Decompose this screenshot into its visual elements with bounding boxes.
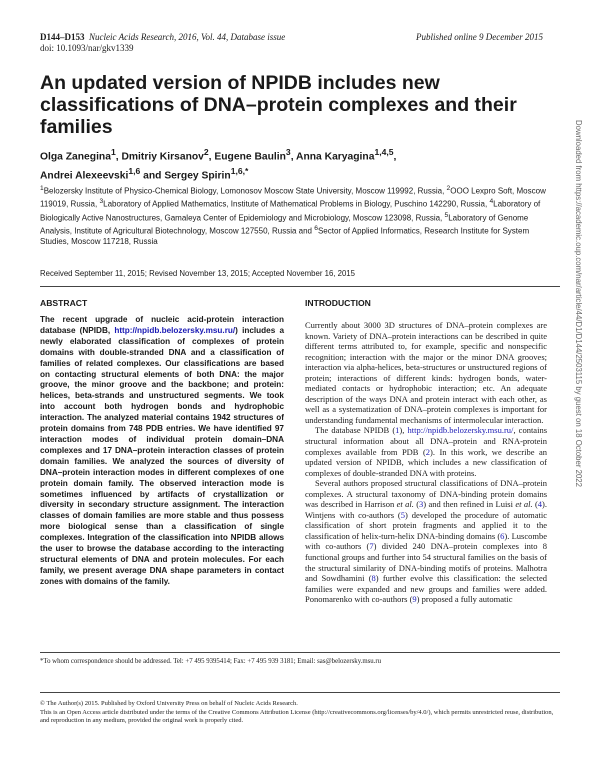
intro-text: ) further evolve this classification: the selected families were expanded and new groups and families were added. Ponomarenko with co-authors (: [305, 573, 547, 605]
intro-text: ) developed the procedure of automatic classification of short protein fragments and applied it to the classification of helix-turn-helix DNA-binding domains (: [305, 509, 548, 541]
page-range: D144–D153: [40, 32, 85, 42]
download-notice: Downloaded from https://academic.oup.com/nar/article/44/D1/D144/2503115 by guest on 18 October 2022: [574, 120, 583, 487]
affil-sup: 3: [99, 198, 104, 206]
intro-text: Several authors proposed structural classifications of DNA–protein complexes. A structural taxonomy of DNA-binding protein domains was described in Harrison: [305, 478, 547, 510]
author-name: Dmitriy Kirsanov: [121, 151, 204, 163]
et-al: et al.: [396, 499, 414, 510]
correspondence-footnote: *To whom correspondence should be addressed. Tel: +7 495 9395414; Fax: +7 495 939 3181; Email: sas@belozersky.msu.ru: [40, 658, 382, 665]
affiliations: [40, 184, 560, 248]
affil-sup: 5: [444, 211, 449, 219]
intro-text: ). Luscombe with co-authors (: [305, 530, 547, 552]
author-affil-sup: 1,4,5: [374, 147, 394, 157]
affil-text: Belozersky Institute of Physico-Chemical Biology, Lomonosov Moscow State University, Moscow 119992, Russia,: [43, 186, 447, 196]
abstract-text: ) includes a newly elaborated classification of complexes of protein domains with double-stranded DNA and a classification of families of related complexes. Our classifications are based on contacting structural elements of both DNA: the major groove, the minor groove and the backbone; and protein: helices, beta-strands and unstructured segments. We took into account both hydrogen bonds and hydrophobic interaction. The analyzed material contains 1942 structures of protein domains from 748 PDB entries. We have identified 97 interaction modes of individual protein domain–DNA complexes and 17 DNA–protein interaction classes of protein domain families. We analyzed the sources of diversity of DNA–protein interaction modes in different complexes of one protein domain family. The observed interaction mode is sometimes influenced by artifacts of crystallization or diversity in secondary structure assignment. The interaction classes of domain families are more stable and thus possess more biological sense than a classification of single complexes. Integration of the classification into NPIDB allows the user to browse the database according to the interacting structural elements of DNA and protein molecules. For each family, we present average DNA shape parameters in contact zones with domains of the family.: [40, 325, 284, 586]
journal-name: Nucleic Acids Research, 2016, Vol. 44, Database issue: [89, 32, 286, 42]
author-name: Anna Karyagina: [296, 151, 375, 163]
received-dates: Received September 11, 2015; Revised November 13, 2015; Accepted November 16, 2015: [40, 269, 355, 278]
divider: [40, 286, 560, 287]
author-name: Sergey Spirin: [164, 170, 231, 182]
author-name: Olga Zanegina: [40, 151, 111, 163]
citation-link[interactable]: 6: [500, 530, 505, 541]
npidb-link[interactable]: http://npidb.belozersky.msu.ru/: [407, 425, 514, 436]
author-affil-sup: 3: [285, 147, 291, 157]
affil-text: OOO Lexpro Soft, Moscow 119019, Russia,: [40, 186, 546, 209]
intro-text: ) proposed a fully automatic: [416, 594, 513, 605]
affil-sup: 6: [314, 224, 318, 232]
intro-text: (: [413, 499, 420, 510]
intro-text: The database NPIDB (: [315, 425, 396, 436]
paragraph: Currently about 3000 3D structures of DNA–protein complexes are known. Variety of DNA–protein interactions can be described in quite different terms attributed to, for example, specific and nonspecific recognition; interaction with the major or the minor DNA grooves; interaction via alpha-helices, beta-structures or unstructured regions of protein; interactions of different kinds: hydrogen bonds, water-mediated contacts or hydrophobic interaction; etc. An adequate description of the ways DNA and protein interact with each other, as well as a systematization of DNA–protein complexes is important for understanding fundamental mechanisms of intermolecular interaction.: [305, 320, 547, 425]
paragraph: [305, 425, 547, 478]
citation-link[interactable]: 9: [412, 594, 417, 605]
affil-sup: 4: [489, 198, 494, 206]
affil-text: Laboratory of Biologically Active Nanostructures, Gamaleya Center of Epidemiology and Microbiology, Moscow 123098, Russia,: [40, 199, 541, 223]
citation-link[interactable]: 7: [369, 541, 374, 552]
intro-text: , contains structural information about all DNA–protein and RNA-protein complexes available from PDB (: [305, 425, 548, 457]
introduction-heading: INTRODUCTION: [305, 298, 371, 308]
author-name: Andrei Alexeevski: [40, 170, 129, 182]
abstract-heading: ABSTRACT: [40, 298, 88, 308]
author-affil-sup: 1,6,*: [230, 166, 249, 177]
abstract-body: [40, 315, 284, 588]
author-affil-sup: 2: [203, 147, 209, 157]
author-list: Olga Zanegina$^1$, Dmitriy Kirsanov$^2$, Eugene Baulin$^3$, Anna Karyagina$^{1,4,5}$, Andrei Alexeevski$^{1,6}$ and Sergey Spirin$^{1,6,*}$: [40, 147, 397, 182]
intro-text: ). In this work, we describe an updated version of NPIDB, which includes a new classification of complexes of double-stranded DNA with proteins.: [305, 446, 547, 478]
download-watermark: [574, 120, 593, 720]
citation-link[interactable]: 5: [400, 509, 405, 520]
intro-text: ),: [399, 425, 408, 436]
author-affil-sup: 1,6: [128, 166, 141, 177]
citation-link[interactable]: 2: [425, 446, 431, 457]
citation-link[interactable]: 3: [419, 499, 424, 510]
citation-link[interactable]: 8: [371, 573, 376, 584]
affil-text: Laboratory of Applied Mathematics, Institute of Mathematical Problems in Biology, Puschino 142290, Russia,: [103, 199, 490, 209]
author-name: Eugene Baulin: [214, 151, 286, 163]
license-text: This is an Open Access article distributed under the terms of the Creative Commons Attribution License (http://creativecommons.org/licenses/by/4.0/), which permits unrestricted reuse, distribution, and reproduction in any medium, provided the original work is properly cited.: [40, 708, 554, 724]
affil-sup: 2: [446, 185, 451, 192]
doi: doi: 10.1093/nar/gkv1339: [40, 43, 134, 53]
npidb-link[interactable]: http://npidb.belozersky.msu.ru/: [114, 325, 236, 335]
intro-text: (: [532, 499, 538, 510]
affil-text: Sector of Applied Informatics, Research Institute for System Studies, Moscow 117218, Russia: [40, 226, 530, 246]
copyright-notice: [40, 700, 560, 726]
citation-link[interactable]: 4: [537, 499, 543, 510]
affil-text: Laboratory of Genome Analysis, Institute of Agricultural Biotechnology, Moscow 127550, Russia and: [40, 213, 529, 236]
running-header: [40, 32, 285, 54]
et-al: et al.: [515, 499, 533, 510]
intro-text: ) divided 240 DNA–protein complexes into 8 functional groups and further into 54 structural families on the basis of the structural similarity of DNA-binding motifs of proteins. Malhotra and Sowdhamini (: [305, 541, 547, 584]
divider: [40, 652, 560, 653]
abstract-text: The recent upgrade of nucleic acid-protein interaction database (NPIDB,: [40, 315, 284, 335]
article-title: An updated version of NPIDB includes new classifications of DNA–protein complexes and their families: [40, 72, 517, 138]
affil-sup: 1: [40, 185, 44, 192]
paragraph: [305, 478, 547, 605]
introduction-body: [305, 320, 547, 605]
published-date: Published online 9 December 2015: [416, 32, 543, 42]
author-affil-sup: 1: [110, 147, 116, 157]
copyright-line: © The Author(s) 2015. Published by Oxford University Press on behalf of Nucleic Acids Research.: [40, 700, 298, 707]
intro-text: ). Wintjens with co-authors (: [305, 499, 547, 520]
divider: [40, 692, 560, 693]
intro-text: ) and then refined in Luisi: [423, 499, 516, 510]
citation-link[interactable]: 1: [395, 425, 400, 436]
